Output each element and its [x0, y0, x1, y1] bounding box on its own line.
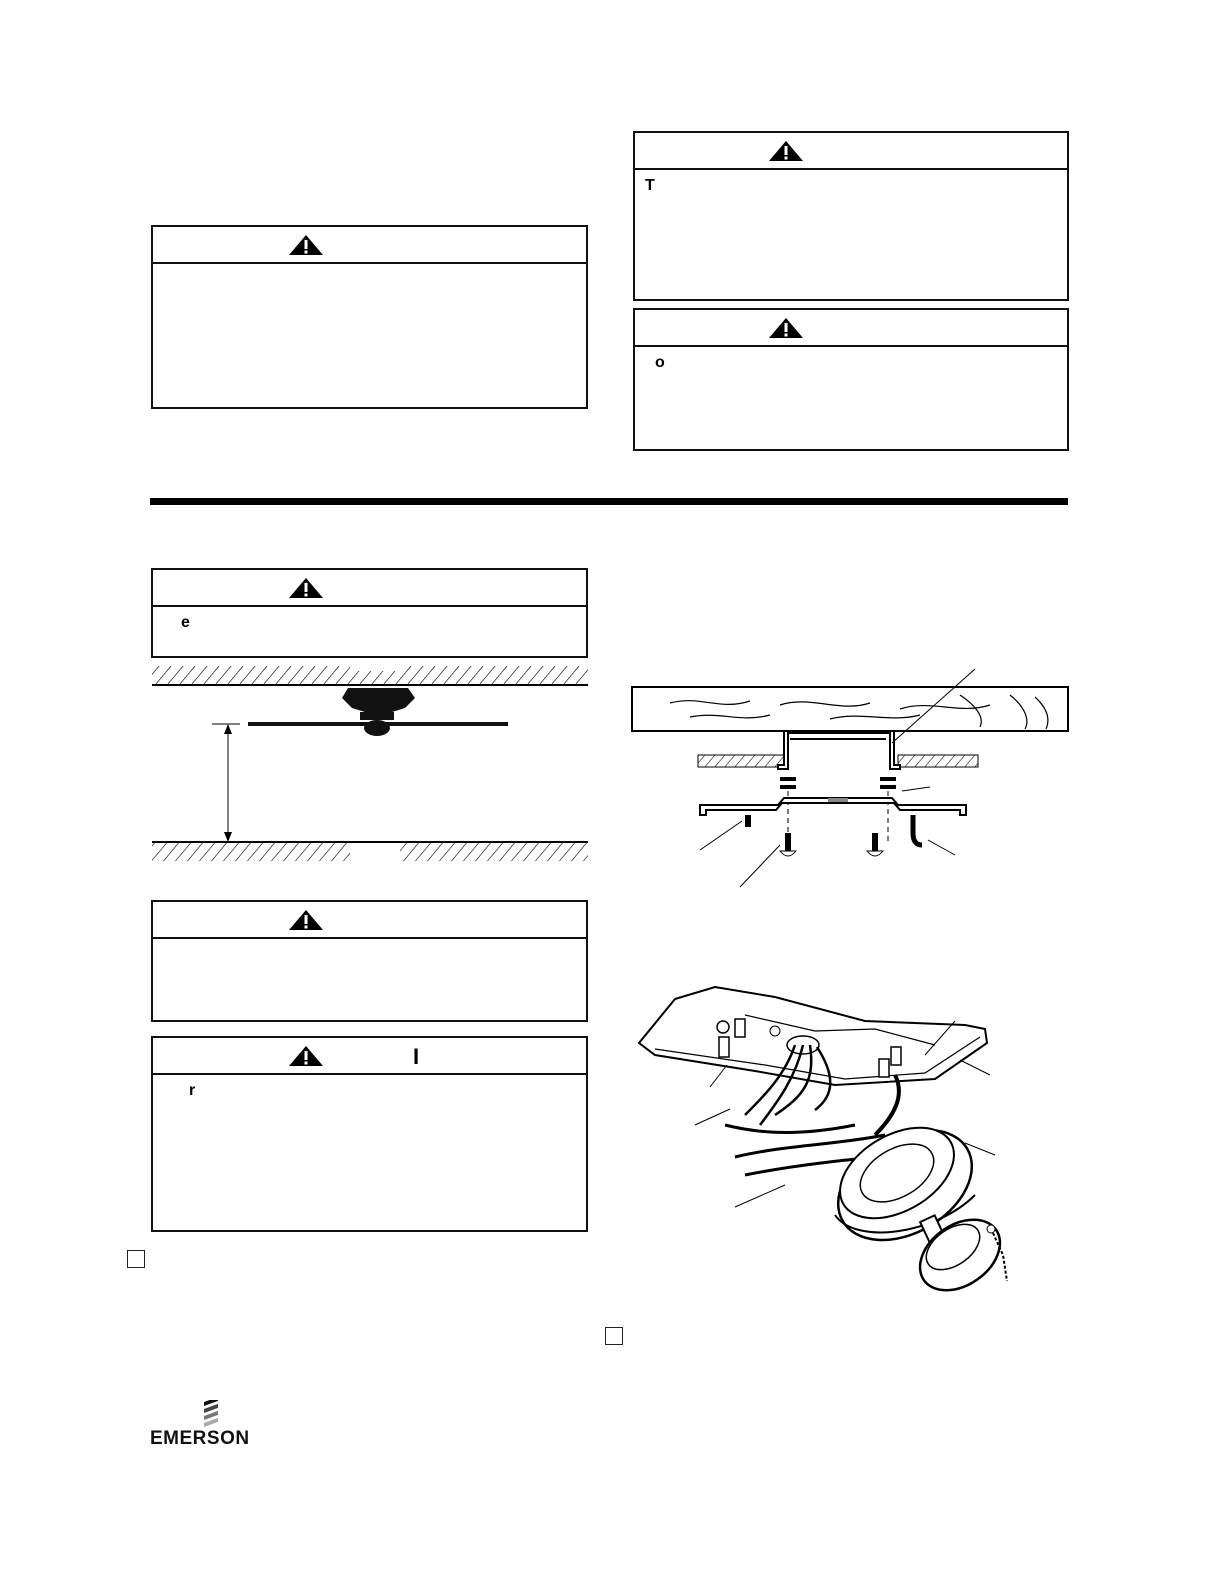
- mounting-plate: [639, 987, 987, 1085]
- warning-triangle-icon: [288, 577, 324, 599]
- warning-box-left-section2: [151, 568, 588, 658]
- warning-header: [153, 227, 586, 264]
- fan-motor-icon: [342, 688, 415, 712]
- checkbox-left[interactable]: [127, 1250, 145, 1268]
- warning-header: [635, 133, 1067, 170]
- warning-box-left-fourth: [151, 1036, 588, 1232]
- fan-height-diagram: [150, 662, 590, 867]
- hanger-hook-icon: [913, 815, 922, 845]
- section-divider: [150, 498, 1068, 505]
- warning-box-left-third: [151, 900, 588, 1022]
- warning-header: [153, 1038, 586, 1075]
- ceiling-drywall: [698, 755, 788, 767]
- emerson-wordmark: EMERSON: [150, 1428, 250, 1449]
- warning-box-right-top: [633, 131, 1069, 301]
- warning-header-text: I: [413, 1044, 420, 1069]
- warning-triangle-icon: [288, 1045, 324, 1067]
- warning-triangle-icon: [768, 317, 804, 339]
- warning-box-right-second: [633, 308, 1069, 451]
- warning-body-text: e: [181, 614, 190, 631]
- emerson-logo-mark: [150, 1400, 272, 1430]
- warning-body-text: T: [645, 177, 655, 194]
- outlet-box-mounting-diagram: [630, 665, 1070, 905]
- warning-body-text: o: [655, 354, 665, 371]
- warning-body-text: r: [189, 1082, 196, 1099]
- warning-triangle-icon: [768, 140, 804, 162]
- warning-header: [153, 570, 586, 607]
- ceiling-joist: [632, 687, 1068, 731]
- warning-triangle-icon: [288, 909, 324, 931]
- warning-box-left-top: [151, 225, 588, 409]
- outlet-box: [778, 731, 900, 769]
- warning-triangle-icon: [288, 234, 324, 256]
- fan-wiring-diagram: [635, 985, 1020, 1315]
- emerson-logo: [150, 1400, 272, 1450]
- checkbox-right[interactable]: [605, 1327, 623, 1345]
- warning-header: [635, 310, 1067, 347]
- warning-header: [153, 902, 586, 939]
